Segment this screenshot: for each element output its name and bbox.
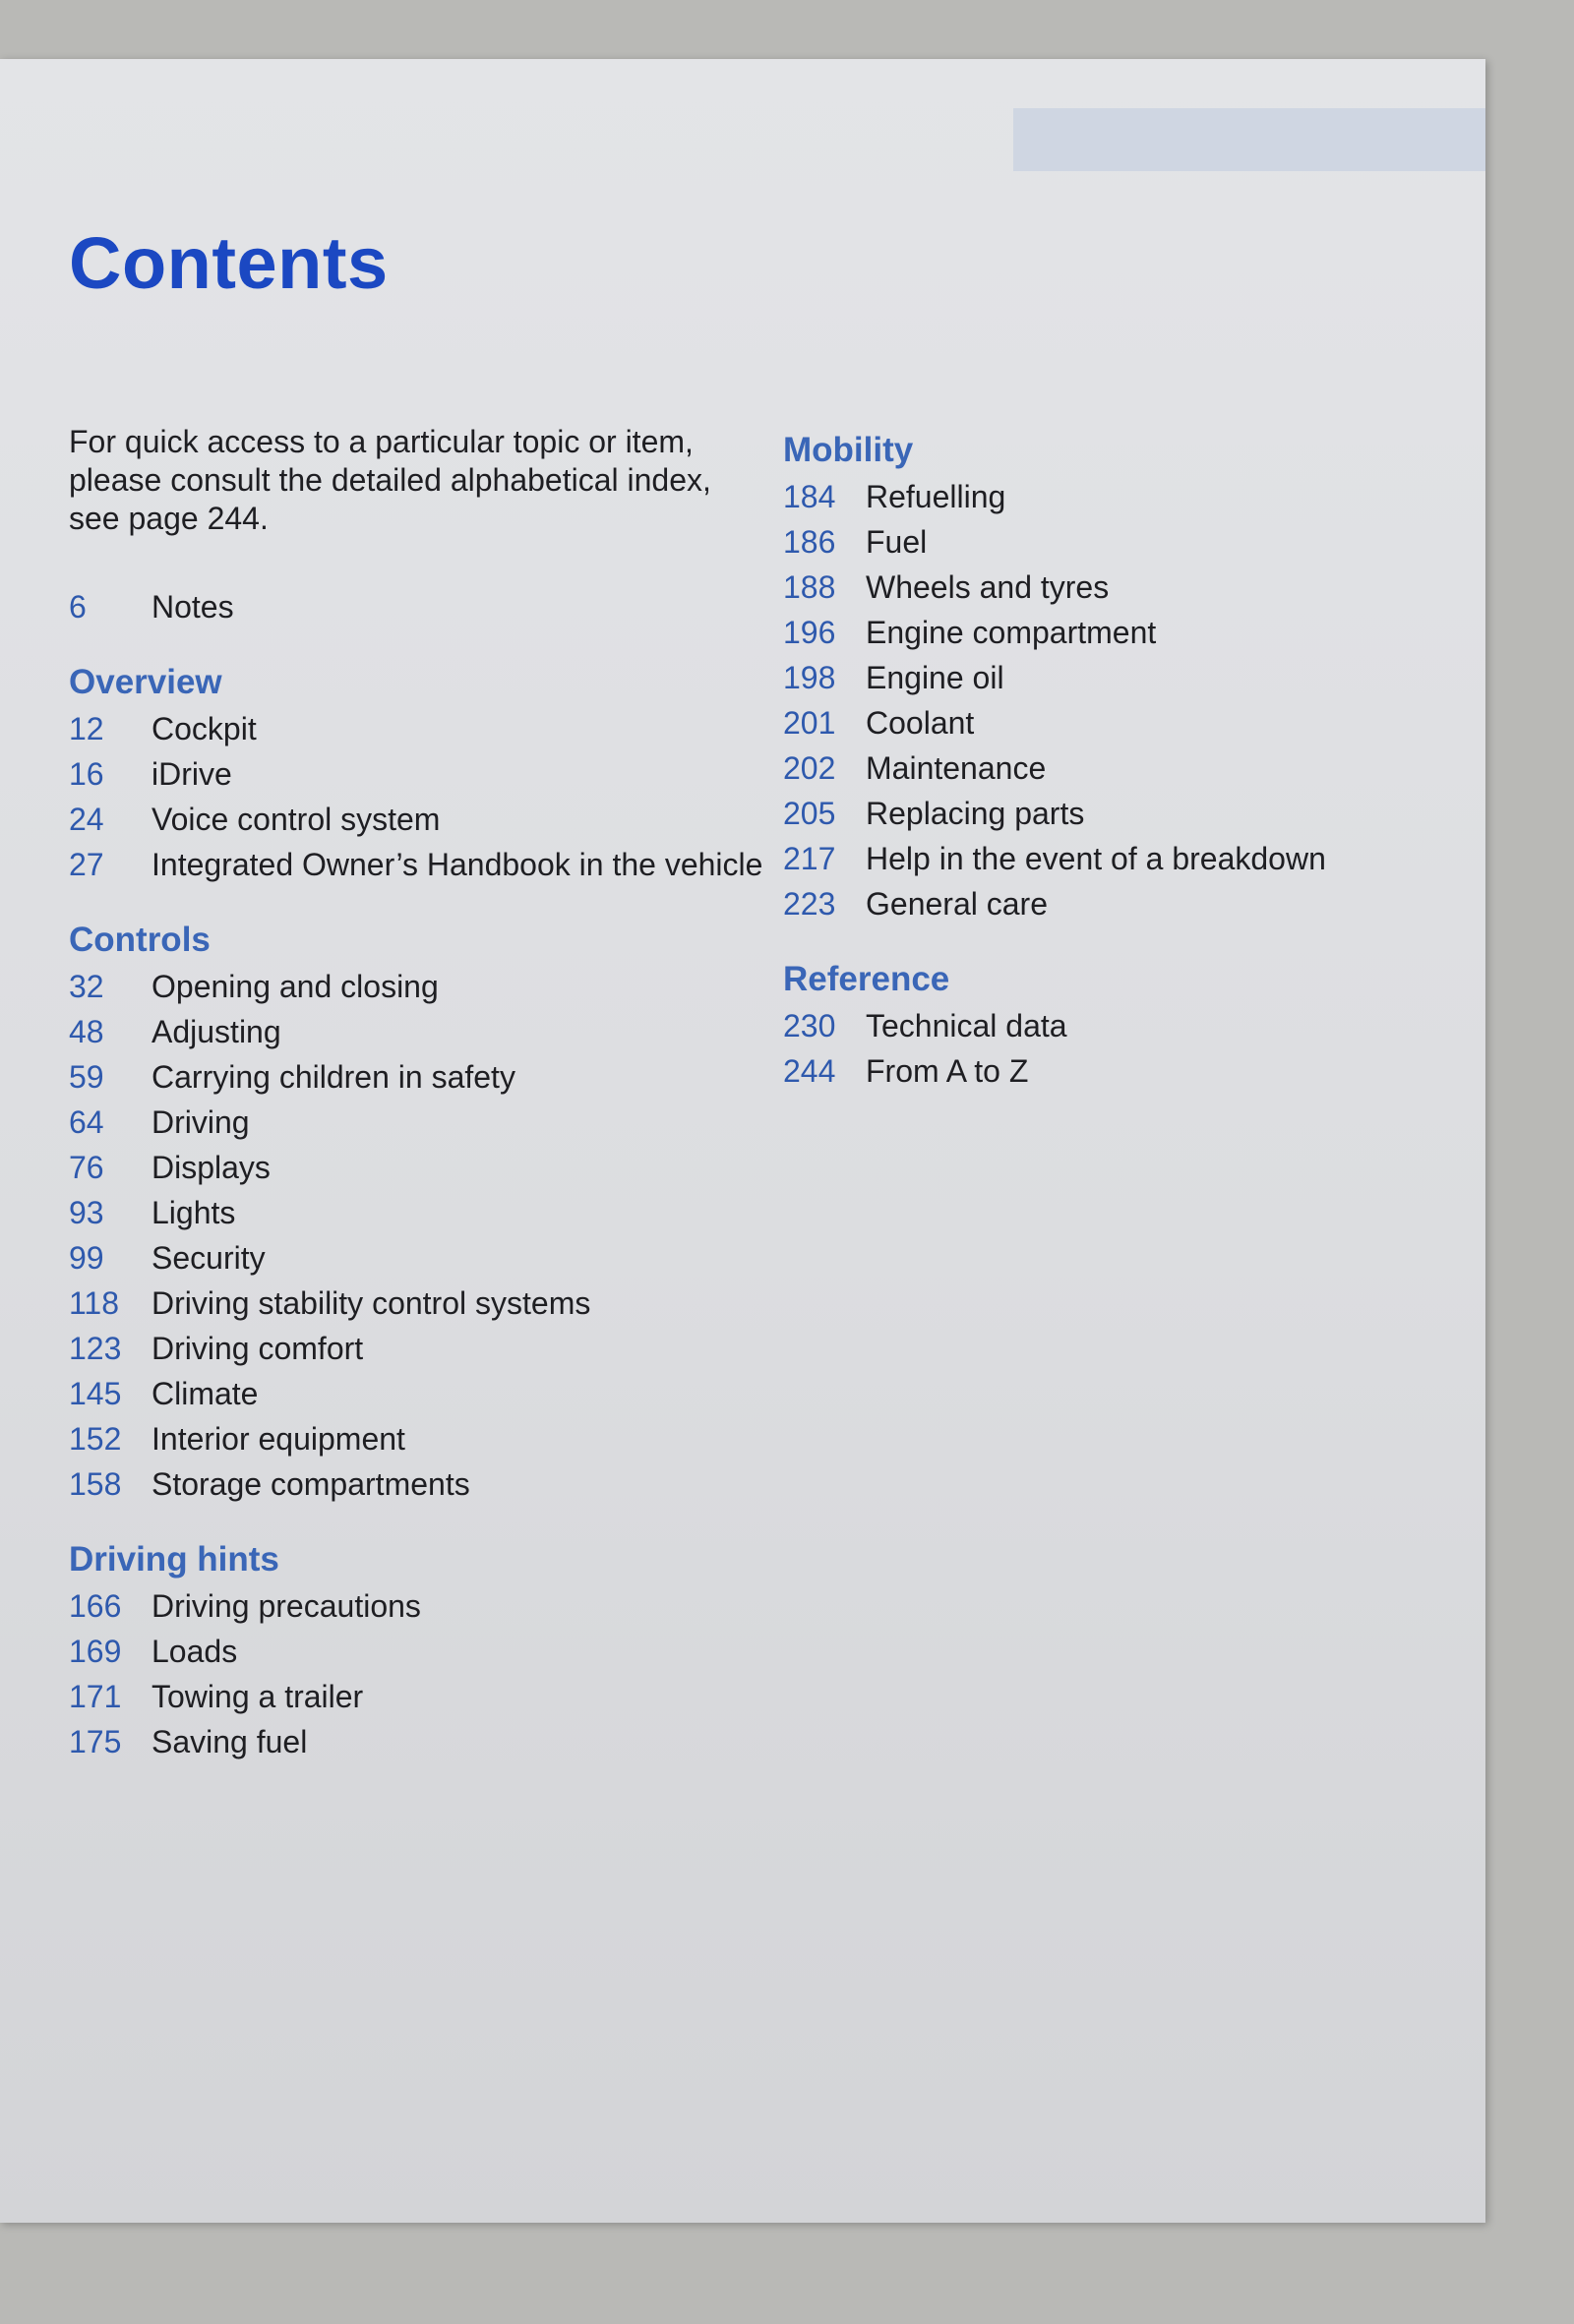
toc-entry[interactable] bbox=[69, 706, 777, 751]
toc-entry[interactable] bbox=[783, 474, 1485, 519]
toc-page-number: 99 bbox=[69, 1240, 104, 1276]
toc-entry[interactable] bbox=[69, 751, 777, 797]
toc-entry[interactable] bbox=[783, 881, 1485, 926]
document-page bbox=[0, 59, 1485, 2223]
header-strip bbox=[1013, 108, 1485, 171]
toc-entry-title: Integrated Owner’s Handbook in the vehicle bbox=[151, 847, 763, 882]
toc-entry-title: iDrive bbox=[151, 756, 232, 792]
toc-page-number: 166 bbox=[69, 1588, 122, 1624]
toc-page-number: 223 bbox=[783, 886, 836, 922]
toc-entry[interactable] bbox=[69, 1054, 777, 1100]
toc-page-number: 202 bbox=[783, 750, 836, 786]
toc-page-number: 186 bbox=[783, 524, 836, 560]
toc-entry[interactable] bbox=[69, 1235, 777, 1281]
toc-page-number: 123 bbox=[69, 1331, 122, 1366]
toc-entry-title: Wheels and tyres bbox=[866, 569, 1110, 605]
toc-entry-title: Climate bbox=[151, 1376, 259, 1411]
toc-entry[interactable] bbox=[69, 1583, 777, 1629]
toc-entry[interactable] bbox=[69, 1145, 777, 1190]
toc-page-number: 118 bbox=[69, 1285, 120, 1321]
toc-page-number: 93 bbox=[69, 1195, 104, 1230]
toc-entry[interactable] bbox=[783, 1003, 1485, 1048]
toc-entry-title: General care bbox=[866, 886, 1048, 922]
toc-entry[interactable] bbox=[783, 519, 1485, 565]
toc-right-column bbox=[783, 427, 1485, 1123]
toc-entry-title: Help in the event of a breakdown bbox=[866, 841, 1326, 876]
toc-entry-title: Lights bbox=[151, 1195, 236, 1230]
toc-section bbox=[783, 427, 1485, 926]
toc-entry-title: Driving comfort bbox=[151, 1331, 364, 1366]
toc-section bbox=[69, 1536, 777, 1764]
section-heading: Overview bbox=[69, 663, 222, 701]
toc-entry[interactable] bbox=[69, 842, 777, 887]
toc-entry-title: Interior equipment bbox=[151, 1421, 405, 1457]
toc-left-column bbox=[69, 584, 777, 1794]
toc-entry-title: Saving fuel bbox=[151, 1724, 308, 1759]
toc-entry-title: Voice control system bbox=[151, 802, 441, 837]
section-heading: Mobility bbox=[783, 431, 914, 469]
toc-page-number: 59 bbox=[69, 1059, 104, 1095]
toc-section bbox=[783, 956, 1485, 1094]
toc-entry-title: Displays bbox=[151, 1150, 271, 1185]
toc-entry-title: Technical data bbox=[866, 1008, 1067, 1043]
toc-section bbox=[69, 659, 777, 887]
toc-entry-title: Notes bbox=[151, 589, 234, 625]
toc-page-number: 145 bbox=[69, 1376, 122, 1411]
toc-page-number: 6 bbox=[69, 589, 87, 625]
section-heading: Reference bbox=[783, 960, 950, 998]
toc-page-number: 175 bbox=[69, 1724, 122, 1759]
toc-page-number: 12 bbox=[69, 711, 104, 746]
toc-entry[interactable] bbox=[69, 1674, 777, 1719]
toc-entry-title: Driving stability control systems bbox=[151, 1285, 591, 1321]
toc-entry-title: Towing a trailer bbox=[151, 1679, 364, 1714]
toc-entry[interactable] bbox=[69, 1629, 777, 1674]
toc-entry-title: Loads bbox=[151, 1634, 238, 1669]
toc-page-number: 27 bbox=[69, 847, 104, 882]
toc-entry-title: Fuel bbox=[866, 524, 928, 560]
toc-entry[interactable] bbox=[69, 1009, 777, 1054]
toc-entry[interactable] bbox=[69, 1719, 777, 1764]
toc-entry[interactable] bbox=[69, 1461, 777, 1507]
toc-entry-title: Adjusting bbox=[151, 1014, 281, 1049]
toc-page-number: 188 bbox=[783, 569, 836, 605]
intro-text: For quick access to a particular topic or item, please consult the detailed alphabetical index, see page 244. bbox=[69, 424, 711, 536]
toc-section bbox=[69, 917, 777, 1507]
toc-page-number: 217 bbox=[783, 841, 836, 876]
toc-page-number: 201 bbox=[783, 705, 836, 741]
toc-entry[interactable] bbox=[783, 836, 1485, 881]
toc-entry[interactable] bbox=[69, 584, 777, 629]
toc-entry[interactable] bbox=[69, 1326, 777, 1371]
toc-entry[interactable] bbox=[783, 791, 1485, 836]
toc-page-number: 244 bbox=[783, 1053, 836, 1089]
toc-entry[interactable] bbox=[69, 1281, 777, 1326]
toc-entry-title: Engine oil bbox=[866, 660, 1004, 695]
page-title: Contents bbox=[69, 222, 389, 304]
toc-page-number: 158 bbox=[69, 1466, 122, 1502]
toc-page-number: 32 bbox=[69, 969, 104, 1004]
toc-page-number: 205 bbox=[783, 796, 836, 831]
toc-entry-title: Engine compartment bbox=[866, 615, 1157, 650]
toc-entry-title: Coolant bbox=[866, 705, 975, 741]
toc-entry[interactable] bbox=[69, 1100, 777, 1145]
toc-entry-title: Maintenance bbox=[866, 750, 1047, 786]
toc-entry-title: Cockpit bbox=[151, 711, 257, 746]
toc-page-number: 76 bbox=[69, 1150, 104, 1185]
toc-entry-title: Refuelling bbox=[866, 479, 1006, 514]
section-heading: Driving hints bbox=[69, 1540, 279, 1579]
toc-entry-title: Carrying children in safety bbox=[151, 1059, 515, 1095]
toc-page-number: 152 bbox=[69, 1421, 122, 1457]
toc-page-number: 196 bbox=[783, 615, 836, 650]
toc-entry[interactable] bbox=[783, 745, 1485, 791]
toc-page-number: 16 bbox=[69, 756, 104, 792]
toc-entry-title: Replacing parts bbox=[866, 796, 1085, 831]
section-heading: Controls bbox=[69, 921, 211, 959]
toc-entry[interactable] bbox=[783, 565, 1485, 610]
toc-page-number: 230 bbox=[783, 1008, 836, 1043]
toc-entry[interactable] bbox=[69, 1416, 777, 1461]
toc-entry[interactable] bbox=[783, 700, 1485, 745]
toc-page-number: 24 bbox=[69, 802, 104, 837]
toc-page-number: 64 bbox=[69, 1104, 104, 1140]
toc-entry-title: Driving bbox=[151, 1104, 250, 1140]
toc-entry[interactable] bbox=[783, 655, 1485, 700]
toc-page-number: 171 bbox=[69, 1679, 122, 1714]
toc-page-number: 169 bbox=[69, 1634, 122, 1669]
toc-entry[interactable] bbox=[783, 1048, 1485, 1094]
toc-entry-title: Opening and closing bbox=[151, 969, 439, 1004]
toc-entry-title: Security bbox=[151, 1240, 266, 1276]
toc-page-number: 184 bbox=[783, 479, 836, 514]
toc-entry[interactable] bbox=[69, 1371, 777, 1416]
toc-entry-title: Storage compartments bbox=[151, 1466, 470, 1502]
toc-entry[interactable] bbox=[69, 797, 777, 842]
toc-entry[interactable] bbox=[69, 1190, 777, 1235]
toc-entry-title: Driving precautions bbox=[151, 1588, 421, 1624]
toc-entry[interactable] bbox=[69, 964, 777, 1009]
toc-page-number: 198 bbox=[783, 660, 836, 695]
toc-entry-title: From A to Z bbox=[866, 1053, 1029, 1089]
toc-section bbox=[69, 584, 777, 629]
toc-entry[interactable] bbox=[783, 610, 1485, 655]
toc-page-number: 48 bbox=[69, 1014, 104, 1049]
